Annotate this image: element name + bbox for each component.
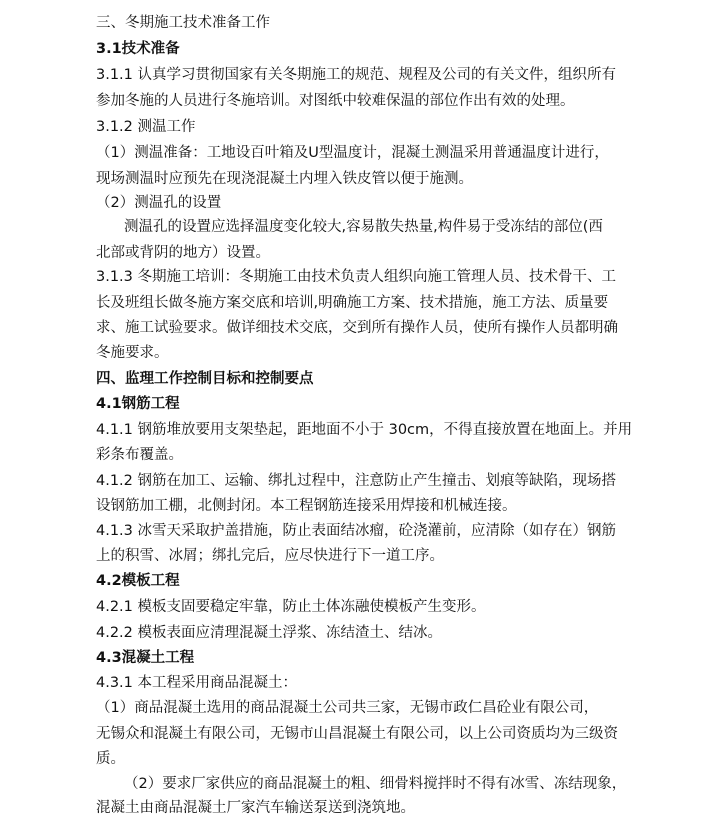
paragraph-line: 4.2.2 模板表面应清理混凝土浮浆、冻结渣土、结冰。	[96, 625, 443, 641]
paragraph-line: 上的积雪、冰屑；绑扎完后，应尽快进行下一道工序。	[96, 548, 444, 564]
paragraph-line: 3.1.1 认真学习贯彻国家有关冬期施工的规范、规程及公司的有关文件，组织所有	[96, 67, 617, 83]
paragraph-line: 测温孔的设置应选择温度变化较大,容易散失热量,构件易于受冻结的部位(西	[124, 219, 603, 235]
paragraph-line: （1）商品混凝土选用的商品混凝土公司共三家，无锡市政仁昌砼业有限公司，	[96, 700, 599, 716]
paragraph-line: 无锡众和混凝土有限公司，无锡市山昌混凝土有限公司，以上公司资质均为三级资	[96, 726, 618, 742]
paragraph-line: 参加冬施的人员进行冬施培训。对图纸中较难保温的部位作出有效的处理。	[96, 93, 575, 109]
subsection-heading: 4.1钢筋工程	[96, 396, 180, 412]
section-heading: 四、监理工作控制目标和控制要点	[96, 371, 314, 387]
paragraph-line: 北部或背阴的地方）设置。	[96, 245, 270, 261]
section-heading: 三、冬期施工技术准备工作	[96, 15, 270, 31]
paragraph-line: 质。	[96, 751, 125, 767]
paragraph-line: 求、施工试验要求。做详细技术交底，交到所有操作人员，使所有操作人员都明确	[96, 320, 618, 336]
paragraph-line: 4.1.1 钢筋堆放要用支架垫起，距地面不小于 30cm，不得直接放置在地面上。并用	[96, 422, 633, 438]
paragraph-line: 4.3.1 本工程采用商品混凝土：	[96, 675, 298, 691]
subsection-heading: 3.1技术准备	[96, 41, 180, 57]
paragraph-line: 4.1.3 冰雪天采取护盖措施，防止表面结冰瘤，砼浇灌前，应清除（如存在）钢筋	[96, 523, 617, 539]
paragraph-line: 3.1.3 冬期施工培训：冬期施工由技术负责人组织向施工管理人员、技术骨干、工	[96, 269, 617, 285]
paragraph-line: （1）测温准备：工地设百叶箱及U型温度计，混凝土测温采用普通温度计进行，	[96, 145, 609, 161]
subsection-heading: 4.2模板工程	[96, 573, 180, 589]
paragraph-line: 现场测温时应预先在现浇混凝土内埋入铁皮管以便于施测。	[96, 171, 473, 187]
paragraph-line: 长及班组长做冬施方案交底和培训,明确施工方案、技术措施，施工方法、质量要	[96, 295, 609, 311]
paragraph-line: 冬施要求。	[96, 345, 169, 361]
subsection-heading: 4.3混凝土工程	[96, 650, 195, 666]
paragraph-line: 设钢筋加工棚，北侧封闭。本工程钢筋连接采用焊接和机械连接。	[96, 498, 517, 514]
item-heading: 3.1.2 测温工作	[96, 119, 196, 135]
paragraph-line: 4.1.2 钢筋在加工、运输、绑扎过程中，注意防止产生撞击、划痕等缺陷，现场搭	[96, 473, 617, 489]
paragraph-line: （2）要求厂家供应的商品混凝土的粗、细骨料搅拌时不得有冰雪、冻结现象，	[124, 776, 627, 792]
paragraph-line: 混凝土由商品混凝土厂家汽车输送泵送到浇筑地。	[96, 800, 415, 816]
paragraph-line: 4.2.1 模板支固要稳定牢靠，防止土体冻融使模板产生变形。	[96, 599, 486, 615]
paragraph-line: 彩条布覆盖。	[96, 447, 183, 463]
item-heading: （2）测温孔的设置	[96, 195, 222, 211]
